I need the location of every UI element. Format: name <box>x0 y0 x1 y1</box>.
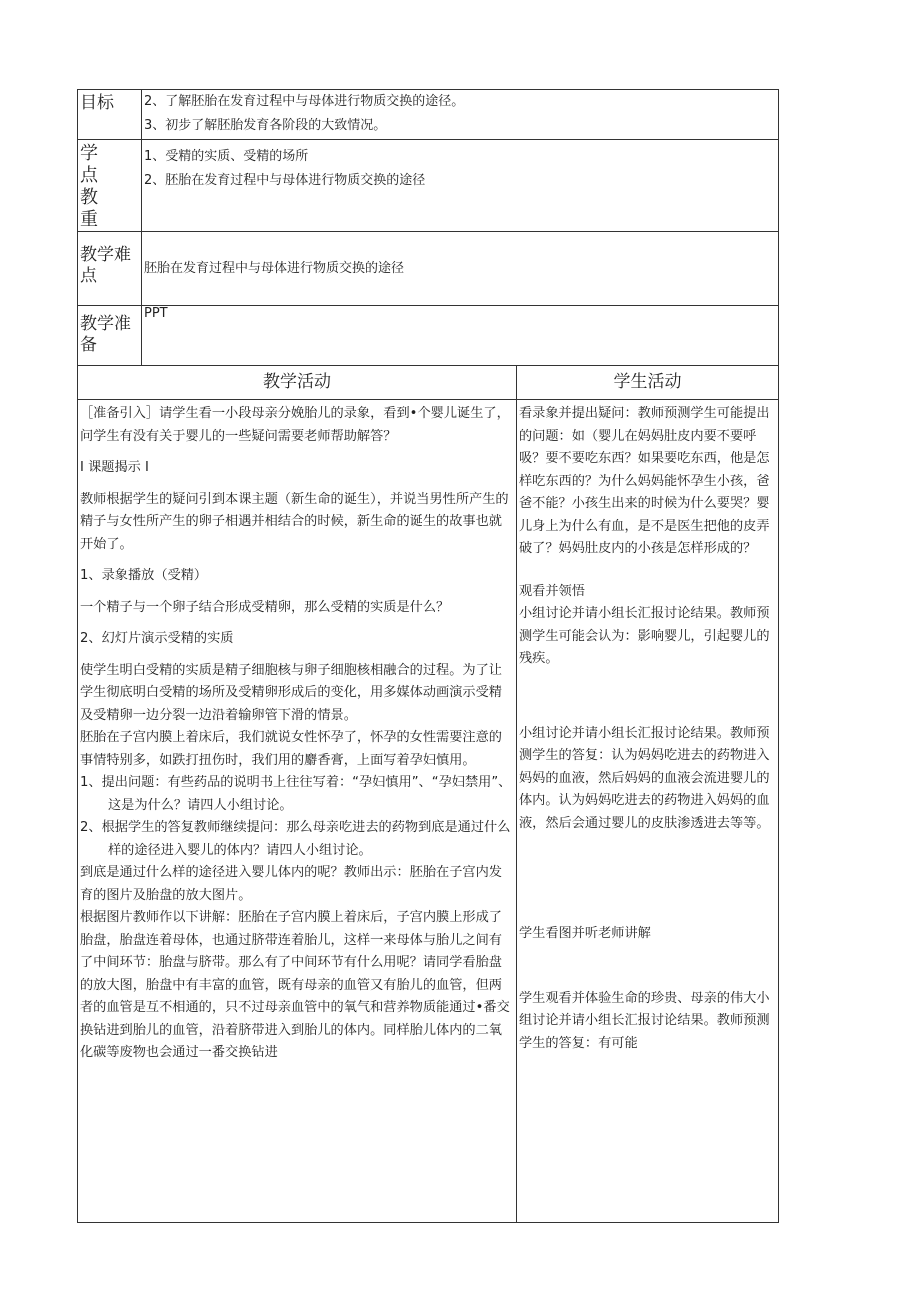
key-points-label: 学点教重 <box>80 143 98 230</box>
activity-body-row <box>78 400 779 1223</box>
difficulty-label-cell <box>78 232 142 306</box>
preparation-label-cell <box>78 306 142 366</box>
difficulty-row <box>78 232 779 306</box>
student-activity-header: 学生活动 <box>613 372 682 392</box>
goals-label-cell <box>78 90 142 140</box>
teacher-activity-header: 教学活动 <box>263 372 331 392</box>
preparation-text: PPT <box>144 306 168 321</box>
student-response-1: 看录象并提出疑问：教师预测学生可能提出的问题：如（婴儿在妈妈肚皮内要不要呼吸？要不要吃东西？如果要吃东西，他是怎样吃东西的？为什么妈妈能怀孕生小孩，爸爸不能？小孩生出来的时候为什么要哭？婴儿身上为什么有血，是不是医生把他的皮弄破了？妈妈肚皮内的小孩是怎样形成的？ <box>519 406 770 556</box>
teacher-question-1: 一个精子与一个卵子结合形成受精卵，那么受精的实质是什么？ <box>80 599 450 615</box>
goals-content-cell <box>142 90 779 140</box>
student-activity-cell <box>517 400 779 1223</box>
preparation-label: 教学准备 <box>80 314 131 355</box>
key-points-content-cell <box>142 140 779 232</box>
teacher-explain-2: 胚胎在子宫内膜上着床后，我们就说女性怀孕了，怀孕的女性需要注意的事情特别多，如跌打扭伤时，我们用的麝香膏，上面写着孕妇慎用。 <box>80 730 502 768</box>
student-response-2: 观看并领悟 <box>519 583 585 599</box>
student-activity-header-cell <box>517 366 779 400</box>
teacher-show: 到底是通过什么样的途径进入婴儿体内的呢？教师出示：胚胎在子宫内发育的图片及胎盘的放大图片。 <box>80 865 502 903</box>
goals-row <box>78 90 779 140</box>
teacher-reveal: I 课题揭示 I <box>80 460 149 475</box>
student-response-4: 小组讨论并请小组长汇报讨论结果。教师预测学生的答复：认为妈妈吃进去的药物进入妈妈的血液，然后妈妈的血液会流进婴儿的体内。认为妈妈吃进去的药物进入妈妈的血液，然后会通过婴儿的皮肤渗透进去等等。 <box>519 725 770 831</box>
student-response-5: 学生看图并听老师讲解 <box>519 926 651 941</box>
teacher-activity-text <box>78 400 516 1065</box>
key-point-2: 2、胚胎在发育过程中与母体进行物质交换的途径 <box>144 173 426 188</box>
difficulty-label: 教学难点 <box>80 245 131 286</box>
lesson-plan-table <box>77 89 779 1223</box>
teacher-step-1: 1、录象播放（受精） <box>80 568 208 583</box>
teacher-activity-header-cell <box>78 366 517 400</box>
goals-label: 目标 <box>80 93 114 113</box>
teacher-ask-1: 1、提出问题：有些药品的说明书上往往写着：“孕妇慎用”、“孕妇禁用”、这是为什么？请四人小组讨论。 <box>80 775 512 813</box>
key-point-1: 1、受精的实质、受精的场所 <box>144 149 309 164</box>
difficulty-text: 胚胎在发育过程中与母体进行物质交换的途径 <box>144 260 405 276</box>
teacher-intro: ［准备引入］请学生看一小段母亲分娩胎儿的录象，看到•个婴儿诞生了，问学生有没有关于婴儿的一些疑问需要老师帮助解答？ <box>80 406 510 444</box>
student-activity-text <box>517 400 778 1055</box>
activity-header-row <box>78 366 779 400</box>
goals-line-2: 2、了解胚胎在发育过程中与母体进行物质交换的途径。 <box>144 94 465 109</box>
key-points-label-cell <box>78 140 142 232</box>
teacher-topic: 教师根据学生的疑问引到本课主题（新生命的诞生），并说当男性所产生的精子与女性所产生的卵子相遇并相结合的时候，新生命的诞生的故事也就开始了。 <box>80 491 509 552</box>
preparation-content-cell <box>142 306 779 366</box>
student-response-6: 学生观看并体验生命的珍贵、母亲的伟大小组讨论并请小组长汇报讨论结果。教师预测学生的答复：有可能 <box>519 990 770 1051</box>
difficulty-content-cell <box>142 232 779 306</box>
teacher-lecture: 根据图片教师作以下讲解：胚胎在子宫内膜上着床后，子宫内膜上形成了胎盘，胎盘连着母体，也通过脐带连着胎儿，这样一来母体与胎儿之间有了中间环节：胎盘与脐带。那么有了中间环节有什么用呢？请同学看胎盘的放大图，胎盘中有丰富的血管，既有母亲的血管又有胎儿的血管，但两者的血管是互不相通的，只不过母亲血管中的氧气和营养物质能通过•番交换钻进到胎儿的血管，沿着脐带进入到胎儿的体内。同样胎儿体内的二氧化碳等废物也会通过一番交换钻进 <box>80 910 510 1060</box>
teacher-step-2: 2、幻灯片演示受精的实质 <box>80 631 234 646</box>
student-response-3: 小组讨论并请小组长汇报讨论结果。教师预测学生可能会认为：影响婴儿，引起婴儿的残疾。 <box>519 606 770 666</box>
goals-line-3: 3、初步了解胚胎发育各阶段的大致情况。 <box>144 118 387 133</box>
key-points-row <box>78 140 779 232</box>
teacher-ask-2: 2、根据学生的答复教师继续提问：那么母亲吃进去的药物到底是通过什么样的途径进入婴儿的体内？请四人小组讨论。 <box>80 820 511 858</box>
teacher-explain-1: 使学生明白受精的实质是精子细胞核与卵子细胞核相融合的过程。为了让学生彻底明白受精的场所及受精卵形成后的变化，用多媒体动画演示受精及受精卵一边分裂一边沿着输卵管下滑的情景。 <box>80 662 502 723</box>
preparation-row <box>78 306 779 366</box>
teacher-activity-cell <box>78 400 517 1223</box>
